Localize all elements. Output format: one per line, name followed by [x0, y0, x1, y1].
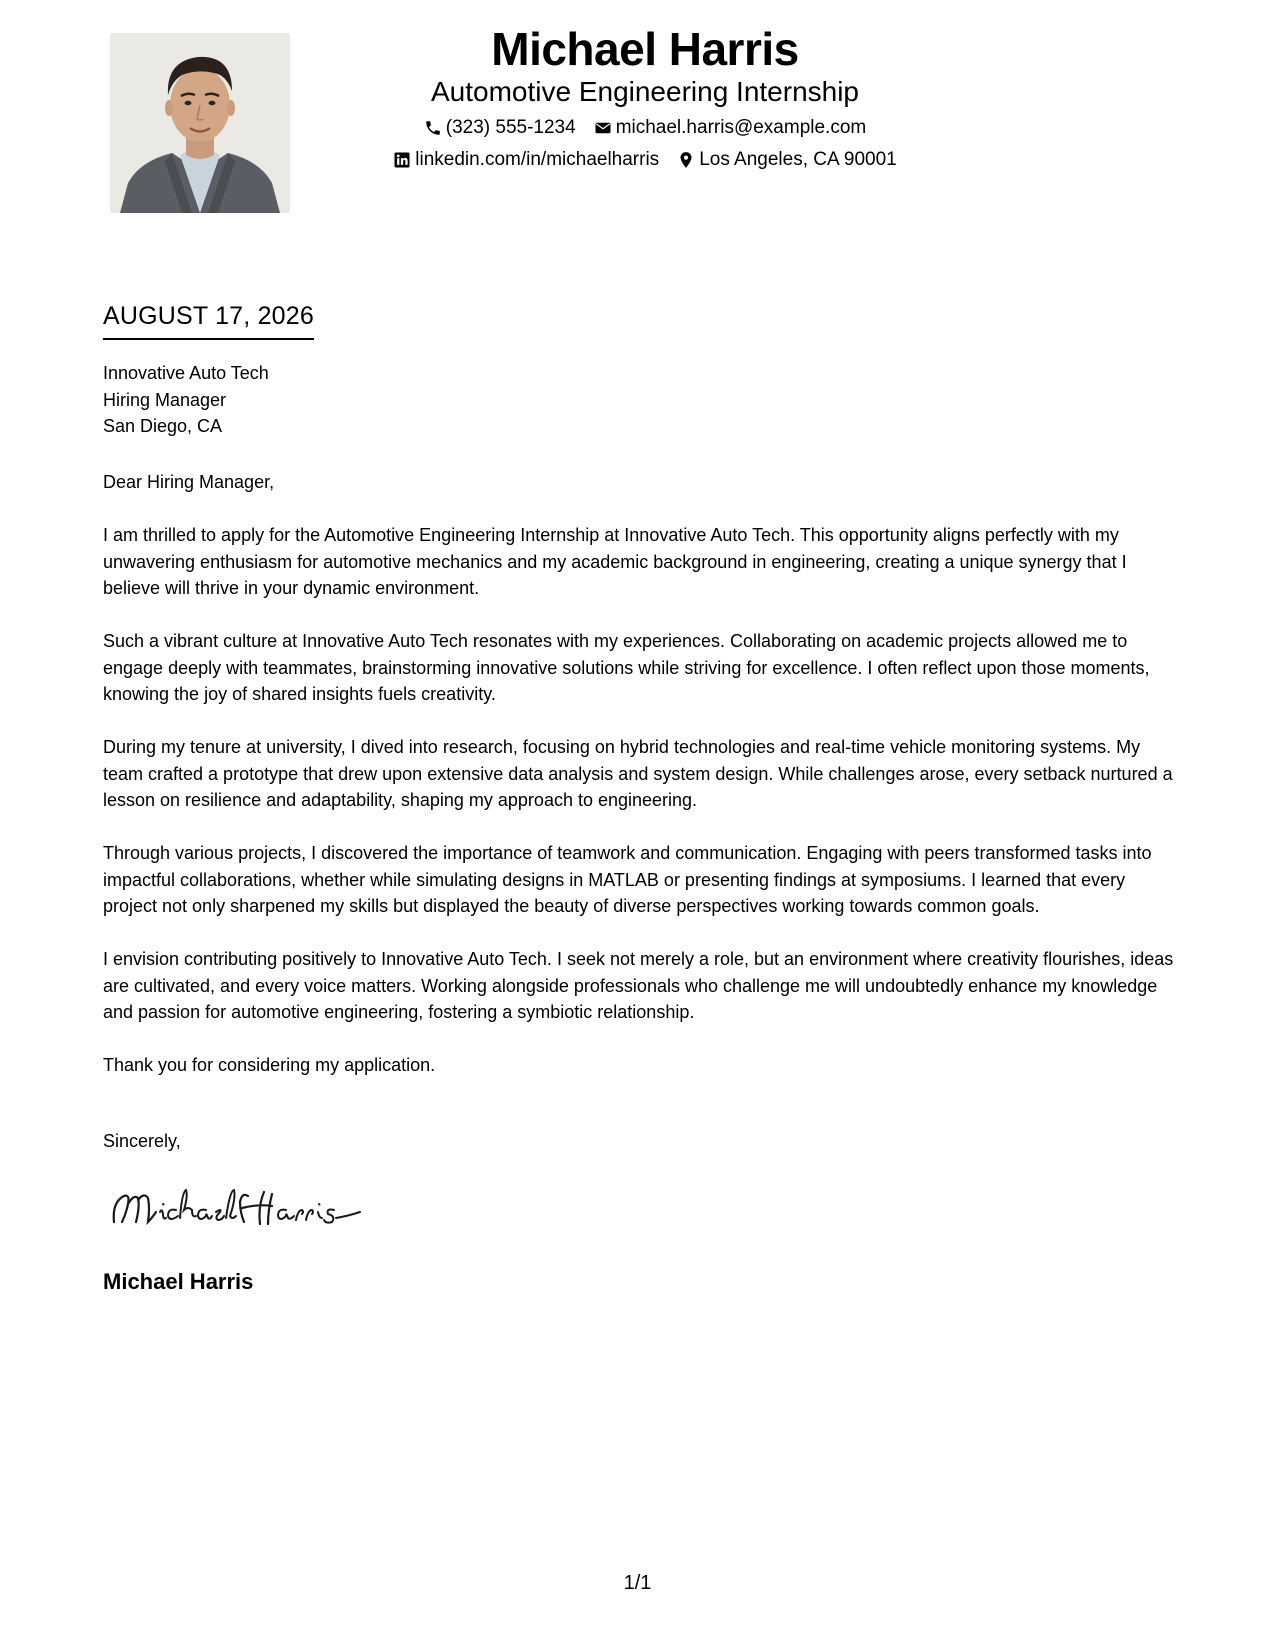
body-paragraph: I envision contributing positively to Innovative Auto Tech. I seek not merely a role, but an environment where creativity flourishes, ideas are cultivated, and every voice matters. Working alongside professionals who challenge me will undoubtedly enhance my knowledge and passion for automotive engineering, fostering a symbiotic relationship.: [103, 949, 1174, 1022]
page-number: 1/1: [623, 1572, 652, 1594]
contact-row-primary: [300, 116, 990, 140]
body-paragraph: Through various projects, I discovered the importance of teamwork and communication. Engaging with peers transformed tasks into impactful collaborations, whether while simulating designs in MATLAB or presenting findings at symposiums. I learned that every project not only sharpened my skills but displayed the beauty of diverse perspectives working towards common goals.: [103, 843, 1152, 916]
body-paragraph: I am thrilled to apply for the Automotive Engineering Internship at Innovative Auto Tech. This opportunity aligns perfectly with my unwavering enthusiasm for automotive mechanics and my academic background in engineering, creating a unique synergy that I believe will thrive in your dynamic environment.: [103, 525, 1127, 598]
phone-icon: [424, 119, 442, 137]
recipient-block: [103, 360, 269, 440]
phone-number: (323) 555-1234: [445, 117, 576, 138]
letter-header: [300, 20, 990, 172]
body-paragraph: Such a vibrant culture at Innovative Auto Tech resonates with my experiences. Collaborating on academic projects allowed me to engage deeply with teammates, brainstorming innovative solutions while striving for excellence. I often reflect upon those moments, knowing the joy of shared insights fuels creativity.: [103, 631, 1150, 704]
linkedin-url[interactable]: linkedin.com/in/michaelharris: [415, 149, 660, 170]
letter-body: [103, 469, 1183, 1105]
recipient-title: Hiring Manager: [103, 389, 227, 410]
location-contact: [677, 148, 897, 172]
location-text: Los Angeles, CA 90001: [699, 149, 897, 170]
phone-contact: [424, 116, 576, 140]
thanks-line: Thank you for considering my application.: [103, 1055, 436, 1075]
recipient-company: Innovative Auto Tech: [103, 363, 269, 383]
email-contact[interactable]: [594, 116, 867, 140]
closing: Sincerely,: [103, 1131, 181, 1151]
profile-photo: [110, 33, 290, 213]
signer-name: Michael Harris: [103, 1269, 254, 1294]
handwritten-signature: [108, 1182, 368, 1234]
email-address[interactable]: michael.harris@example.com: [615, 117, 867, 138]
envelope-icon: [594, 119, 612, 137]
salutation: Dear Hiring Manager,: [103, 472, 275, 492]
recipient-city: San Diego, CA: [103, 416, 223, 436]
map-marker-icon: [677, 151, 695, 169]
applicant-name: Michael Harris: [491, 23, 799, 75]
linkedin-icon: [393, 151, 411, 169]
linkedin-contact[interactable]: [393, 148, 659, 172]
job-title: Automotive Engineering Internship: [430, 76, 860, 107]
body-paragraph: During my tenure at university, I dived into research, focusing on hybrid technologies and real-time vehicle monitoring systems. My team crafted a prototype that drew upon extensive data analysis and system design. While challenges arose, every setback nurtured a lesson on resilience and adaptability, shaping my approach to engineering.: [103, 737, 1173, 810]
letter-date: AUGUST 17, 2026: [103, 300, 314, 340]
contact-row-secondary: [300, 148, 990, 172]
